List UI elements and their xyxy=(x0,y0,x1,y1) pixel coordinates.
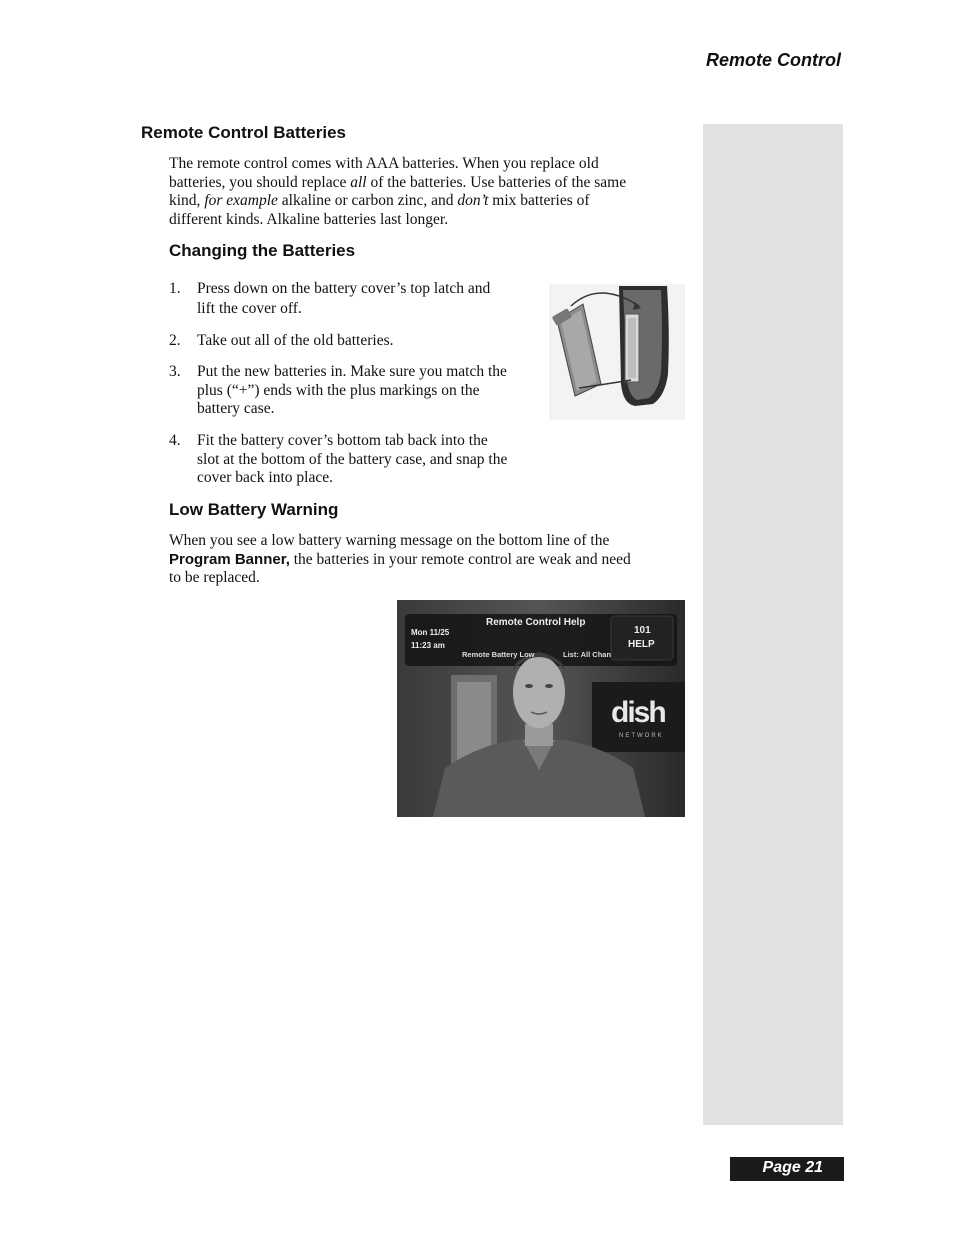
tv-screenshot-low-battery xyxy=(397,600,685,817)
low-line-1: When you see a low battery warning message on the bottom line of the xyxy=(169,532,610,549)
intro-line-1: The remote control comes with AAA batteries. When you replace old xyxy=(169,155,599,172)
tv-list-indicator: List: All Chan xyxy=(563,650,612,659)
intro-line-4: different kinds. Alkaline batteries last longer. xyxy=(169,210,449,228)
tv-time: 11:23 am xyxy=(411,641,445,650)
page-number: Page 21 xyxy=(762,1159,823,1176)
margin-sidebar xyxy=(703,124,843,1125)
running-head: Remote Control xyxy=(706,50,841,70)
remote-battery-cover-illustration xyxy=(549,284,685,420)
step-4: 4. Fit the battery cover’s bottom tab back into the slot at the bottom of the battery case, and snap the cover back into place. xyxy=(169,432,508,487)
low-line-3: to be replaced. xyxy=(169,569,260,587)
step-1: 1. Press down on the battery cover’s top latch and lift the cover off. xyxy=(169,280,491,317)
tv-channel-number: 101 xyxy=(634,625,651,636)
step-2: 2. Take out all of the old batteries. xyxy=(169,332,394,349)
tv-date: Mon 11/25 xyxy=(411,628,450,637)
intro-paragraph xyxy=(169,155,689,229)
intro-line-2: batteries, you should replace all of the batteries. Use batteries of the same xyxy=(169,173,627,191)
intro-line-3: kind, for example alkaline or carbon zinc, and don’t mix batteries of xyxy=(169,192,590,210)
tv-banner-title: Remote Control Help xyxy=(486,617,586,628)
tv-channel-name: HELP xyxy=(628,639,655,650)
dish-logo-subtitle: NETWORK xyxy=(619,733,664,739)
step-3: 3. Put the new batteries in. Make sure you match the plus (“+”) ends with the plus markings on the battery case. xyxy=(169,363,507,418)
subsection-title-low-battery: Low Battery Warning xyxy=(169,500,339,519)
section-title: Remote Control Batteries xyxy=(141,123,346,142)
low-battery-paragraph xyxy=(169,532,689,588)
program-banner-term: Program Banner, xyxy=(169,550,290,568)
low-line-2: Program Banner, the batteries in your remote control are weak and need xyxy=(169,550,631,568)
subsection-title-changing: Changing the Batteries xyxy=(169,241,356,260)
dish-logo: dish xyxy=(611,696,665,729)
page-number-badge xyxy=(730,1157,844,1181)
tv-battery-warning: Remote Battery Low xyxy=(462,650,535,659)
